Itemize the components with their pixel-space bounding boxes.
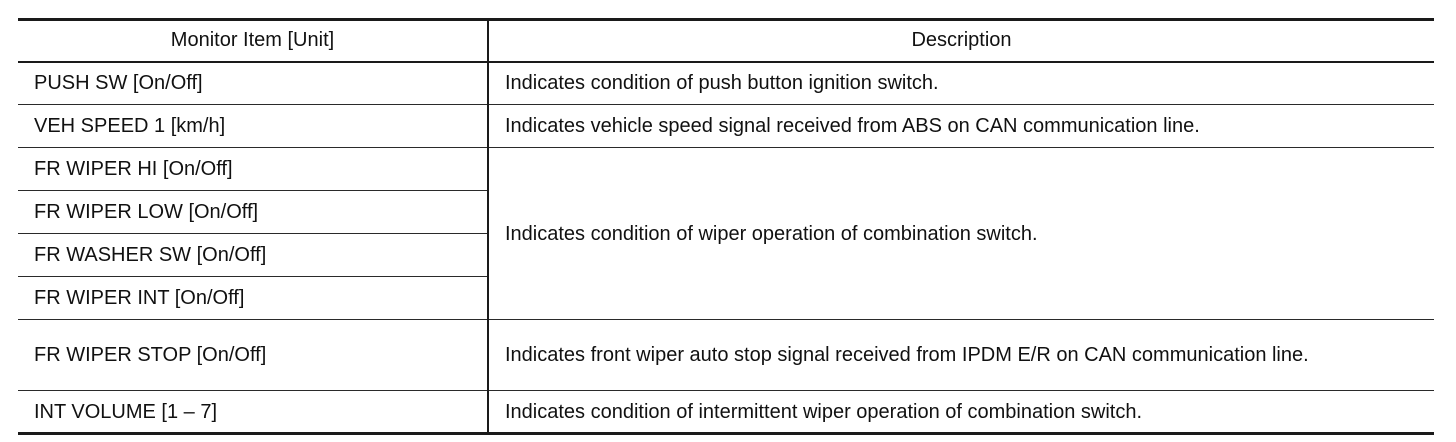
header-monitor-item: Monitor Item [Unit] xyxy=(18,20,488,62)
monitor-item-cell: INT VOLUME [1 – 7] xyxy=(18,391,488,434)
description-cell: Indicates front wiper auto stop signal received from IPDM E/R on CAN communication line. xyxy=(488,320,1434,391)
table-row xyxy=(18,105,1434,148)
monitor-item-table-container xyxy=(18,18,1434,435)
description-cell: Indicates condition of intermittent wiper operation of combination switch. xyxy=(488,391,1434,434)
monitor-item-cell: VEH SPEED 1 [km/h] xyxy=(18,105,488,148)
table-row xyxy=(18,62,1434,105)
description-cell: Indicates vehicle speed signal received from ABS on CAN communication line. xyxy=(488,105,1434,148)
description-cell: Indicates condition of push button ignition switch. xyxy=(488,62,1434,105)
monitor-item-cell: FR WIPER HI [On/Off] xyxy=(18,148,488,191)
monitor-item-cell: FR WIPER STOP [On/Off] xyxy=(18,320,488,391)
monitor-item-cell: FR WIPER LOW [On/Off] xyxy=(18,191,488,234)
monitor-item-cell: PUSH SW [On/Off] xyxy=(18,62,488,105)
header-description: Description xyxy=(488,20,1434,62)
table-header-row xyxy=(18,20,1434,62)
description-cell-merged: Indicates condition of wiper operation of combination switch. xyxy=(488,148,1434,320)
table-row xyxy=(18,320,1434,391)
table-row xyxy=(18,391,1434,434)
monitor-item-cell: FR WASHER SW [On/Off] xyxy=(18,234,488,277)
monitor-item-table xyxy=(18,18,1434,435)
table-row xyxy=(18,148,1434,191)
monitor-item-cell: FR WIPER INT [On/Off] xyxy=(18,277,488,320)
